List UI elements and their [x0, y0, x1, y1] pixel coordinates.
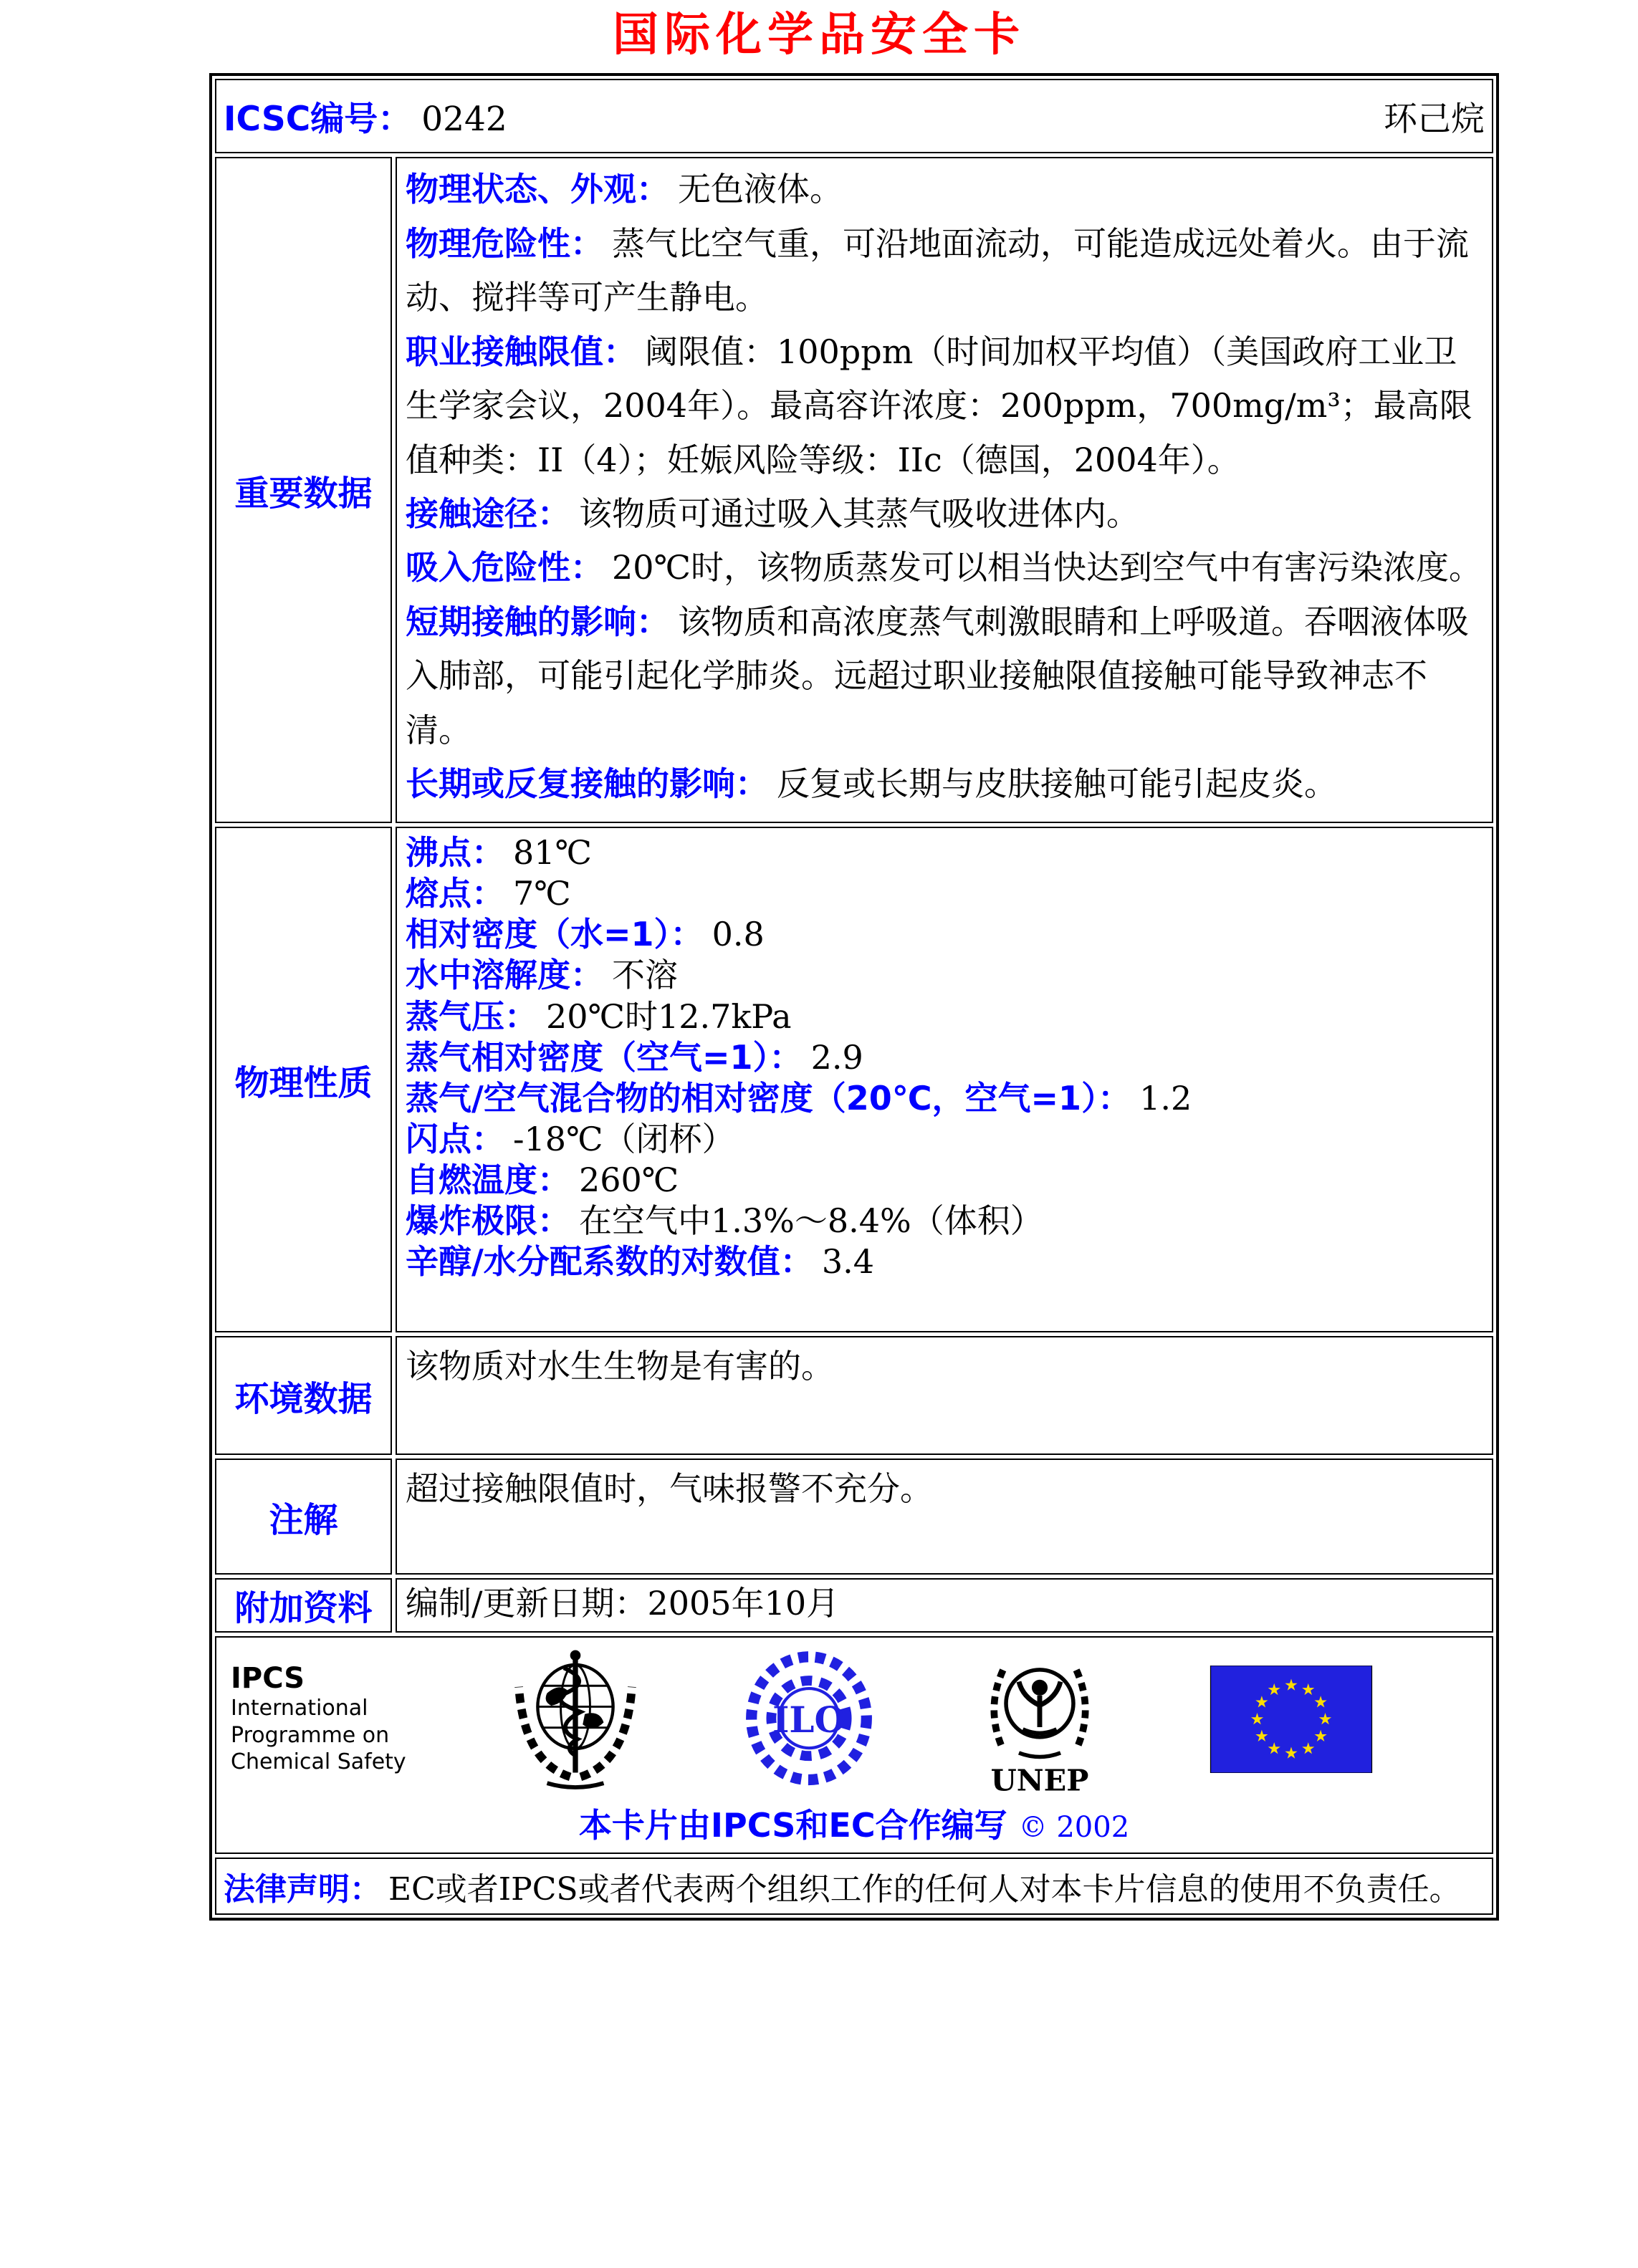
property-row: 熔点： 7℃	[406, 874, 571, 913]
page-title: 国际化学品安全卡	[613, 8, 1025, 62]
who-logo-icon	[507, 1649, 643, 1789]
data-item: 吸入危险性： 20℃时，该物质蒸发可以相当快达到空气中有害污染浓度。	[406, 548, 1482, 587]
data-item: 接触途径： 该物质可通过吸入其蒸气吸收进体内。	[406, 494, 1139, 534]
property-row: 辛醇/水分配系数的对数值： 3.4	[406, 1241, 874, 1281]
section-label-environmental-data: 环境数据	[215, 1336, 392, 1455]
ipcs-name-line: International	[231, 1696, 368, 1721]
legal-text: EC或者IPCS或者代表两个组织工作的任何人对本卡片信息的使用不负责任。	[388, 1870, 1461, 1908]
section-label-notes: 注解	[215, 1459, 392, 1575]
ipcs-name-line: Chemical Safety	[231, 1749, 406, 1775]
section-physical-properties	[215, 827, 1493, 1332]
environmental-data-content: 该物质对水生生物是有害的。	[396, 1336, 1493, 1455]
icsc-number-value: 0242	[421, 99, 507, 139]
property-row: 水中溶解度： 不溶	[406, 956, 678, 995]
safety-card	[209, 73, 1499, 1920]
data-item: 物理状态、外观： 无色液体。	[406, 170, 843, 209]
data-item: 物理危险性： 蒸气比空气重，可沿地面流动，可能造成远处着火。由于流动、搅拌等可产生静电。	[406, 224, 1469, 317]
property-row: 相对密度（水=1）： 0.8	[406, 915, 765, 954]
caption-text: 本卡片由IPCS和EC合作编写	[578, 1805, 1007, 1845]
legal-cell	[215, 1858, 1493, 1915]
icsc-number	[224, 92, 507, 140]
logos-strip	[224, 1643, 1485, 1795]
additional-info-content: 编制/更新日期：2005年10月	[396, 1578, 1493, 1632]
footer-logos-cell	[215, 1636, 1493, 1854]
ilo-text: ILO	[772, 1698, 846, 1741]
footer-caption	[224, 1799, 1485, 1847]
property-row: 沸点： 81℃	[406, 833, 592, 873]
footer-logos-row	[215, 1636, 1493, 1854]
section-label-additional-info: 附加资料	[215, 1578, 392, 1632]
unep-logo-icon	[975, 1644, 1104, 1794]
section-important-data	[215, 157, 1493, 823]
copyright-text: © 2002	[1018, 1810, 1130, 1844]
section-label-physical-properties: 物理性质	[215, 827, 392, 1332]
legal-row	[215, 1858, 1493, 1915]
section-environmental-data	[215, 1336, 1493, 1455]
data-item: 职业接触限值： 阈限值：100ppm（时间加权平均值）（美国政府工业卫生学家会议，2004年）。最高容许浓度：200ppm，700mg/m³；最高限值种类：II（4）；妊娠风险等级：IIc（德国，2004年）。	[406, 332, 1472, 479]
header-cell	[215, 79, 1493, 153]
physical-properties-content	[396, 827, 1493, 1332]
section-additional-info	[215, 1578, 1493, 1632]
data-item: 短期接触的影响： 该物质和高浓度蒸气刺激眼睛和上呼吸道。吞咽液体吸入肺部，可能引起化学肺炎。远超过职业接触限值接触可能导致神志不清。	[406, 602, 1469, 749]
property-row: 蒸气压： 20℃时12.7kPa	[406, 996, 792, 1036]
notes-content: 超过接触限值时，气味报警不充分。	[396, 1459, 1493, 1575]
unep-text: UNEP	[990, 1762, 1089, 1794]
icsc-number-label: ICSC编号：	[224, 99, 412, 139]
legal-label: 法律声明：	[224, 1870, 381, 1908]
ipcs-name-line: Programme on	[231, 1722, 390, 1748]
header-row	[215, 79, 1493, 153]
ipcs-acronym: IPCS	[231, 1662, 305, 1696]
property-row: 蒸气/空气混合物的相对密度（20℃，空气=1）： 1.2	[406, 1078, 1192, 1118]
ilo-logo-icon	[744, 1649, 873, 1789]
data-item: 长期或反复接触的影响： 反复或长期与皮肤接触可能引起皮炎。	[406, 764, 1337, 804]
property-row: 自燃温度： 260℃	[406, 1160, 679, 1199]
important-data-content	[396, 157, 1493, 823]
ipcs-block	[231, 1662, 406, 1776]
property-row: 爆炸极限： 在空气中1.3%～8.4%（体积）	[406, 1201, 1043, 1240]
section-notes	[215, 1459, 1493, 1575]
property-row: 闪点： -18℃（闭杯）	[406, 1119, 735, 1158]
section-label-important-data: 重要数据	[215, 157, 392, 823]
eu-flag-icon	[1205, 1666, 1377, 1773]
chemical-name: 环己烷	[1384, 99, 1485, 139]
property-row: 蒸气相对密度（空气=1）： 2.9	[406, 1037, 863, 1077]
